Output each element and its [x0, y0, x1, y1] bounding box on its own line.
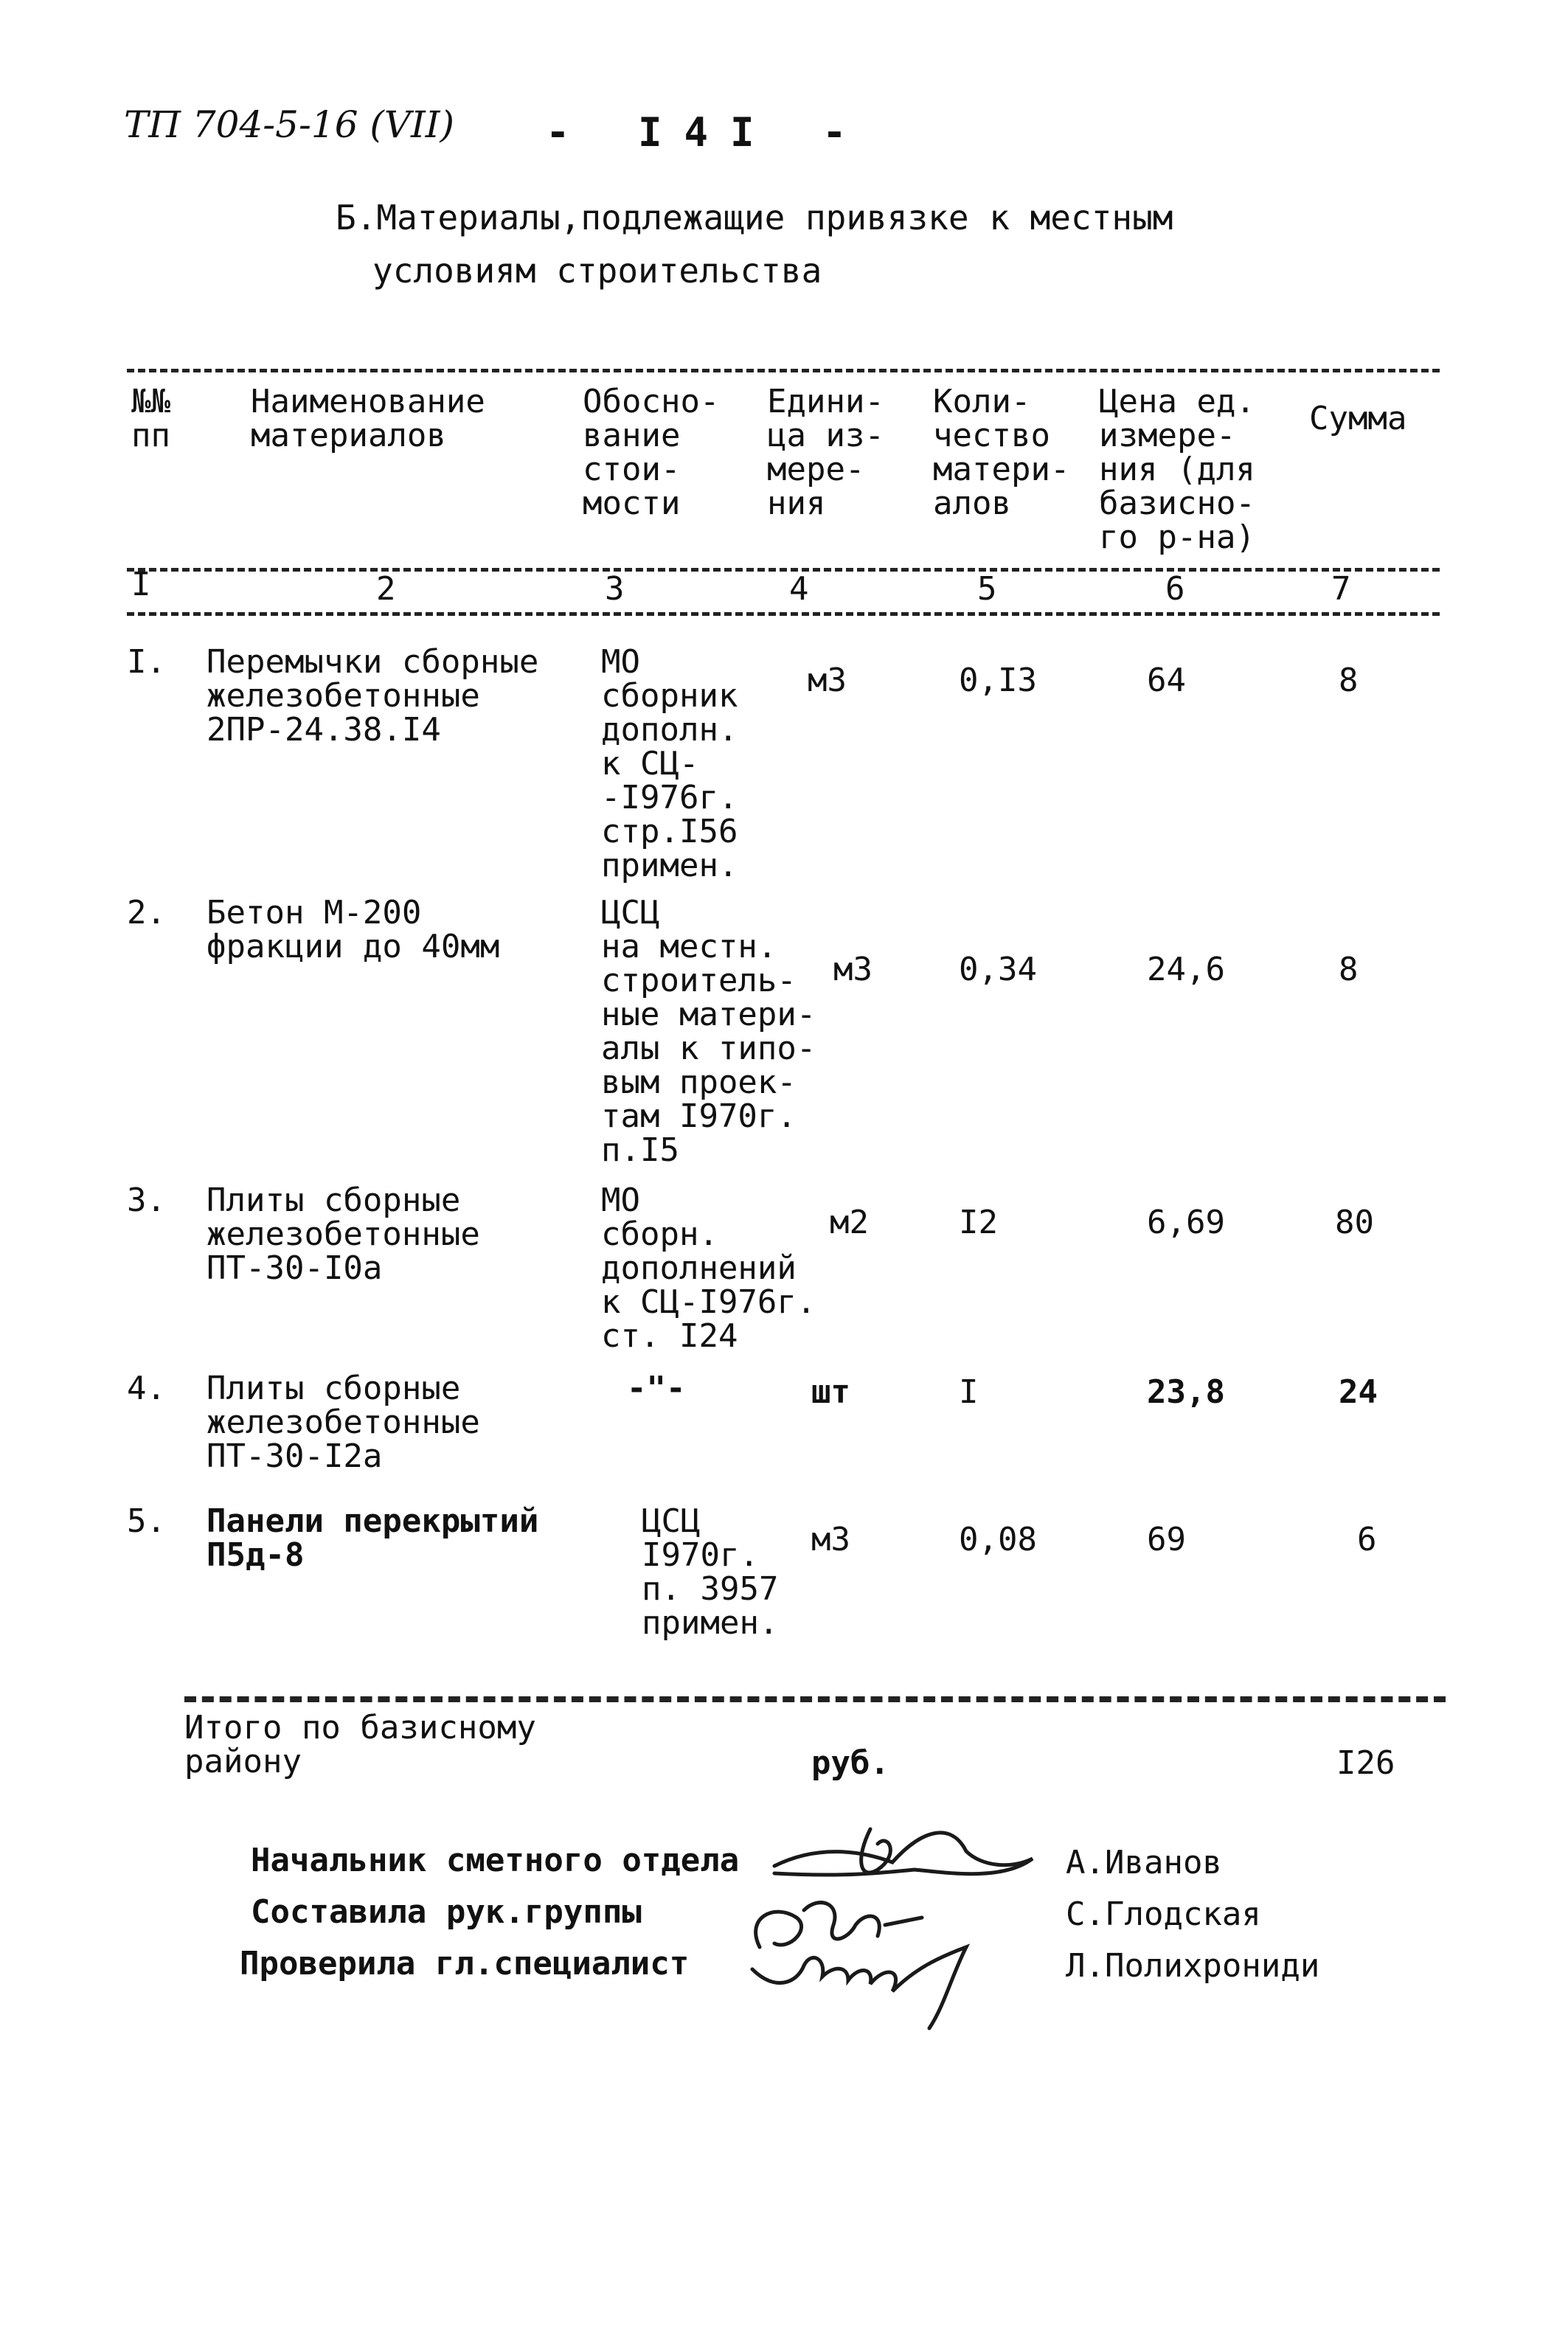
section-title-line2: условиям строительства [372, 251, 822, 291]
signature-role-3: Проверила гл.специалист [240, 1945, 690, 1982]
row-4-price: 23,8 [1147, 1373, 1225, 1411]
row-1-name: Перемычки сборные железобетонные 2ПР-24.38.I4 [207, 643, 539, 749]
row-3-sum: 80 [1335, 1204, 1374, 1241]
row-2-unit: м3 [833, 951, 873, 988]
total-label: Итого по базисному району [184, 1709, 536, 1780]
row-4-qty: I [959, 1373, 979, 1411]
row-2-basis: ЦСЦ на местн. строитель- ные матери- алы к типо- вым проек- там I970г. п.I5 [601, 894, 816, 1169]
signature-stroke-3 [756, 1903, 922, 1947]
column-number-6: 6 [1165, 570, 1185, 608]
signature-name-1: А.Иванов [1066, 1844, 1222, 1881]
row-5-price: 69 [1147, 1521, 1186, 1558]
column-numbers-top-rule [127, 568, 1440, 572]
row-3-basis: МО сборн. дополнений к СЦ-I976г. ст. I24 [601, 1182, 816, 1355]
row-4-name: Плиты сборные железобетонные ПТ-30-I2а [207, 1370, 480, 1475]
signature-role-2: Составила рук.группы [251, 1893, 642, 1931]
row-1-price: 64 [1147, 662, 1186, 699]
column-number-1: I [131, 566, 151, 603]
column-number-4: 4 [789, 570, 809, 608]
row-3-no: 3. [127, 1182, 166, 1219]
signature-stroke-1 [774, 1833, 1033, 1875]
row-2-no: 2. [127, 894, 166, 932]
row-1-no: I. [127, 643, 166, 681]
signature-stroke-2 [861, 1829, 891, 1873]
header-col-3: Обосно- вание стои- мости [583, 383, 720, 522]
header-col-6: Цена ед. измере- ния (для базисно- го р-на) [1099, 383, 1255, 556]
column-number-5: 5 [977, 570, 997, 608]
row-5-qty: 0,08 [959, 1521, 1037, 1558]
signature-name-3: Л.Полихрониди [1066, 1947, 1320, 1985]
row-4-unit: шт [811, 1373, 850, 1411]
signature-name-2: С.Глодская [1066, 1895, 1261, 1933]
column-number-3: 3 [605, 570, 625, 608]
section-title-line1: Б.Материалы,подлежащие привязке к местным [336, 198, 1173, 237]
row-2-qty: 0,34 [959, 951, 1037, 988]
header-col-5: Коли- чество матери- алов [933, 383, 1070, 522]
header-col-2: Наименование материалов [251, 383, 485, 454]
signature-stroke-4 [752, 1947, 966, 2028]
header-col-4: Едини- ца из- мере- ния [767, 383, 884, 522]
total-unit: руб. [811, 1744, 889, 1782]
page-number: - I4I - [546, 109, 869, 156]
header-col-1: №№ пп [131, 383, 170, 454]
row-2-price: 24,6 [1147, 951, 1225, 988]
row-5-no: 5. [127, 1502, 166, 1540]
row-4-sum: 24 [1339, 1373, 1378, 1411]
column-number-7: 7 [1331, 570, 1351, 608]
row-1-qty: 0,I3 [959, 662, 1037, 699]
column-numbers-bottom-rule [127, 612, 1440, 616]
row-2-sum: 8 [1339, 951, 1359, 988]
row-3-unit: м2 [830, 1204, 869, 1241]
row-1-sum: 8 [1339, 662, 1359, 699]
row-5-sum: 6 [1357, 1521, 1377, 1558]
row-3-qty: I2 [959, 1204, 998, 1241]
column-number-2: 2 [376, 570, 396, 608]
table-top-rule [127, 369, 1440, 372]
row-3-price: 6,69 [1147, 1204, 1225, 1241]
row-5-name: Панели перекрытий П5д-8 [207, 1502, 539, 1574]
row-3-name: Плиты сборные железобетонные ПТ-30-I0а [207, 1182, 480, 1287]
row-2-name: Бетон М-200 фракции до 40мм [207, 894, 500, 965]
signature-role-1: Начальник сметного отдела [251, 1842, 740, 1879]
row-5-unit: м3 [811, 1521, 850, 1558]
header-col-7: Сумма [1309, 400, 1407, 437]
row-4-basis: -"- [627, 1370, 686, 1407]
row-1-basis: МО сборник дополн. к СЦ- -I976г. стр.I56 примен. [601, 643, 738, 884]
total-rule [184, 1696, 1446, 1702]
row-1-unit: м3 [808, 662, 847, 699]
row-4-no: 4. [127, 1370, 166, 1407]
row-5-basis: ЦСЦ I970г. п. 3957 примен. [642, 1502, 779, 1642]
total-sum: I26 [1336, 1744, 1395, 1782]
handwritten-signatures [730, 1800, 1055, 2043]
document-code: ТП 704-5-16 (VII) [124, 103, 455, 146]
